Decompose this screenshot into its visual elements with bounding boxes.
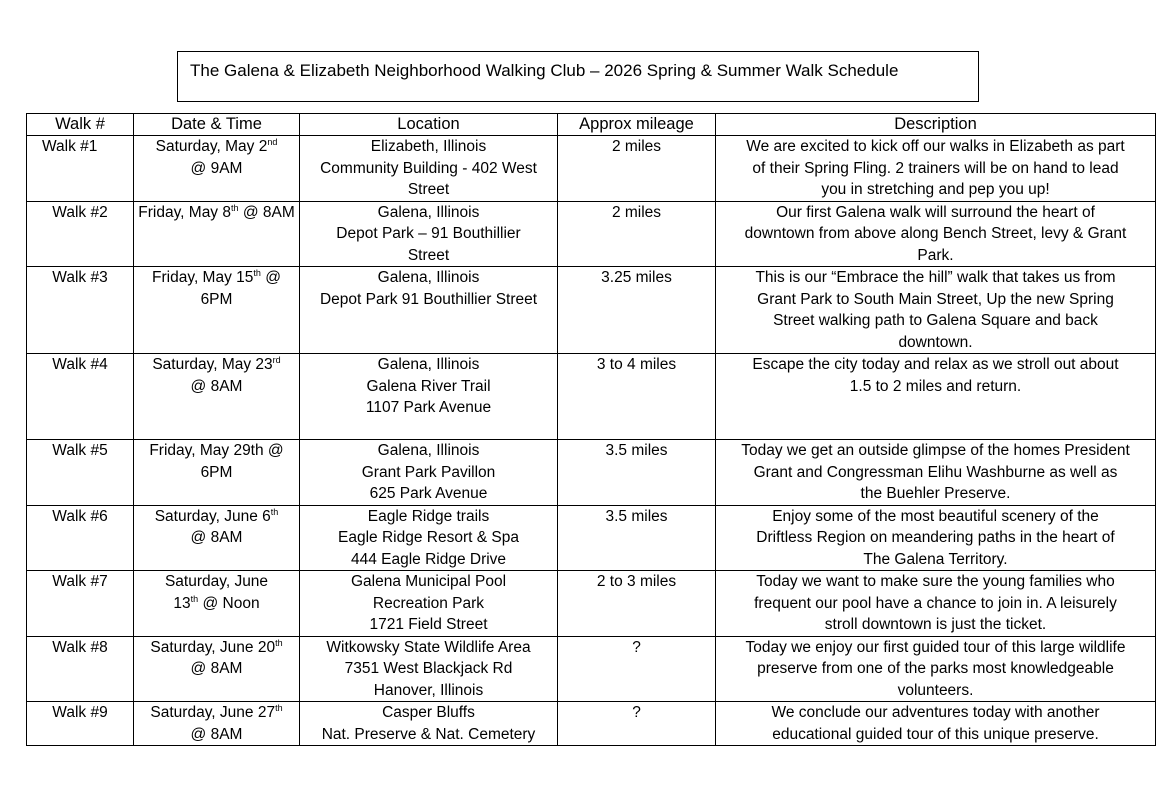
table-row: [27, 440, 1156, 506]
walk-description: Escape the city today and relax as we stroll out about 1.5 to 2 miles and return.: [716, 354, 1156, 440]
walk-location: Galena, Illinois Depot Park – 91 Bouthillier Street: [300, 201, 558, 267]
walk-schedule-table: [26, 113, 1156, 746]
walk-mileage: ?: [558, 702, 716, 746]
walk-mileage: 2 miles: [558, 201, 716, 267]
walk-number: Walk #5: [27, 440, 134, 506]
walk-mileage: 3.5 miles: [558, 505, 716, 571]
document-title: The Galena & Elizabeth Neighborhood Walking Club – 2026 Spring & Summer Walk Schedule: [177, 51, 979, 102]
walk-date: Friday, May 15th @ 6PM: [134, 267, 300, 354]
walk-date: Saturday, June 13th @ Noon: [134, 571, 300, 637]
walk-date: Saturday, May 23rd @ 8AM: [134, 354, 300, 440]
header-walk: Walk #: [27, 114, 134, 136]
walk-number: Walk #6: [27, 505, 134, 571]
walk-description: We are excited to kick off our walks in Elizabeth as part of their Spring Fling. 2 trainers will be on hand to lead you in stretching and pep you up!: [716, 136, 1156, 202]
walk-mileage: 3 to 4 miles: [558, 354, 716, 440]
walk-mileage: ?: [558, 636, 716, 702]
walk-number: Walk #7: [27, 571, 134, 637]
header-location: Location: [300, 114, 558, 136]
table-row: [27, 354, 1156, 440]
walk-number: Walk #3: [27, 267, 134, 354]
walk-date: Saturday, June 6th @ 8AM: [134, 505, 300, 571]
table-row: [27, 136, 1156, 202]
header-row: [27, 114, 1156, 136]
table-row: [27, 267, 1156, 354]
walk-date: Saturday, June 27th @ 8AM: [134, 702, 300, 746]
walk-description: This is our “Embrace the hill” walk that takes us from Grant Park to South Main Street, Up the new Spring Street walking path to Galena Square and back downtown.: [716, 267, 1156, 354]
walk-mileage: 2 to 3 miles: [558, 571, 716, 637]
walk-location: Eagle Ridge trails Eagle Ridge Resort & Spa 444 Eagle Ridge Drive: [300, 505, 558, 571]
walk-location: Casper Bluffs Nat. Preserve & Nat. Cemetery: [300, 702, 558, 746]
table-row: [27, 571, 1156, 637]
walk-mileage: 2 miles: [558, 136, 716, 202]
table-row: [27, 505, 1156, 571]
header-date-time: Date & Time: [134, 114, 300, 136]
walk-date: Friday, May 29th @ 6PM: [134, 440, 300, 506]
walk-description: Our first Galena walk will surround the heart of downtown from above along Bench Street, levy & Grant Park.: [716, 201, 1156, 267]
walk-location: Galena, Illinois Depot Park 91 Bouthillier Street: [300, 267, 558, 354]
walk-number: Walk #1: [27, 136, 134, 202]
walk-location: Galena, Illinois Galena River Trail 1107 Park Avenue: [300, 354, 558, 440]
table-row: [27, 702, 1156, 746]
walk-number: Walk #2: [27, 201, 134, 267]
walk-date: Friday, May 8th @ 8AM: [134, 201, 300, 267]
walk-number: Walk #8: [27, 636, 134, 702]
walk-date: Saturday, June 20th @ 8AM: [134, 636, 300, 702]
header-mileage: Approx mileage: [558, 114, 716, 136]
walk-location: Galena Municipal Pool Recreation Park 1721 Field Street: [300, 571, 558, 637]
walk-location: Galena, Illinois Grant Park Pavillon 625 Park Avenue: [300, 440, 558, 506]
walk-mileage: 3.5 miles: [558, 440, 716, 506]
walk-location: Witkowsky State Wildlife Area 7351 West Blackjack Rd Hanover, Illinois: [300, 636, 558, 702]
walk-mileage: 3.25 miles: [558, 267, 716, 354]
table-row: [27, 636, 1156, 702]
walk-number: Walk #9: [27, 702, 134, 746]
table-row: [27, 201, 1156, 267]
walk-description: Today we enjoy our first guided tour of this large wildlife preserve from one of the parks most knowledgeable volunteers.: [716, 636, 1156, 702]
walk-description: We conclude our adventures today with another educational guided tour of this unique preserve.: [716, 702, 1156, 746]
walk-description: Today we want to make sure the young families who frequent our pool have a chance to join in. A leisurely stroll downtown is just the ticket.: [716, 571, 1156, 637]
walk-description: Today we get an outside glimpse of the homes President Grant and Congressman Elihu Washburne as well as the Buehler Preserve.: [716, 440, 1156, 506]
walk-location: Elizabeth, Illinois Community Building - 402 West Street: [300, 136, 558, 202]
header-description: Description: [716, 114, 1156, 136]
walk-number: Walk #4: [27, 354, 134, 440]
walk-description: Enjoy some of the most beautiful scenery of the Driftless Region on meandering paths in the heart of The Galena Territory.: [716, 505, 1156, 571]
walk-date: Saturday, May 2nd @ 9AM: [134, 136, 300, 202]
